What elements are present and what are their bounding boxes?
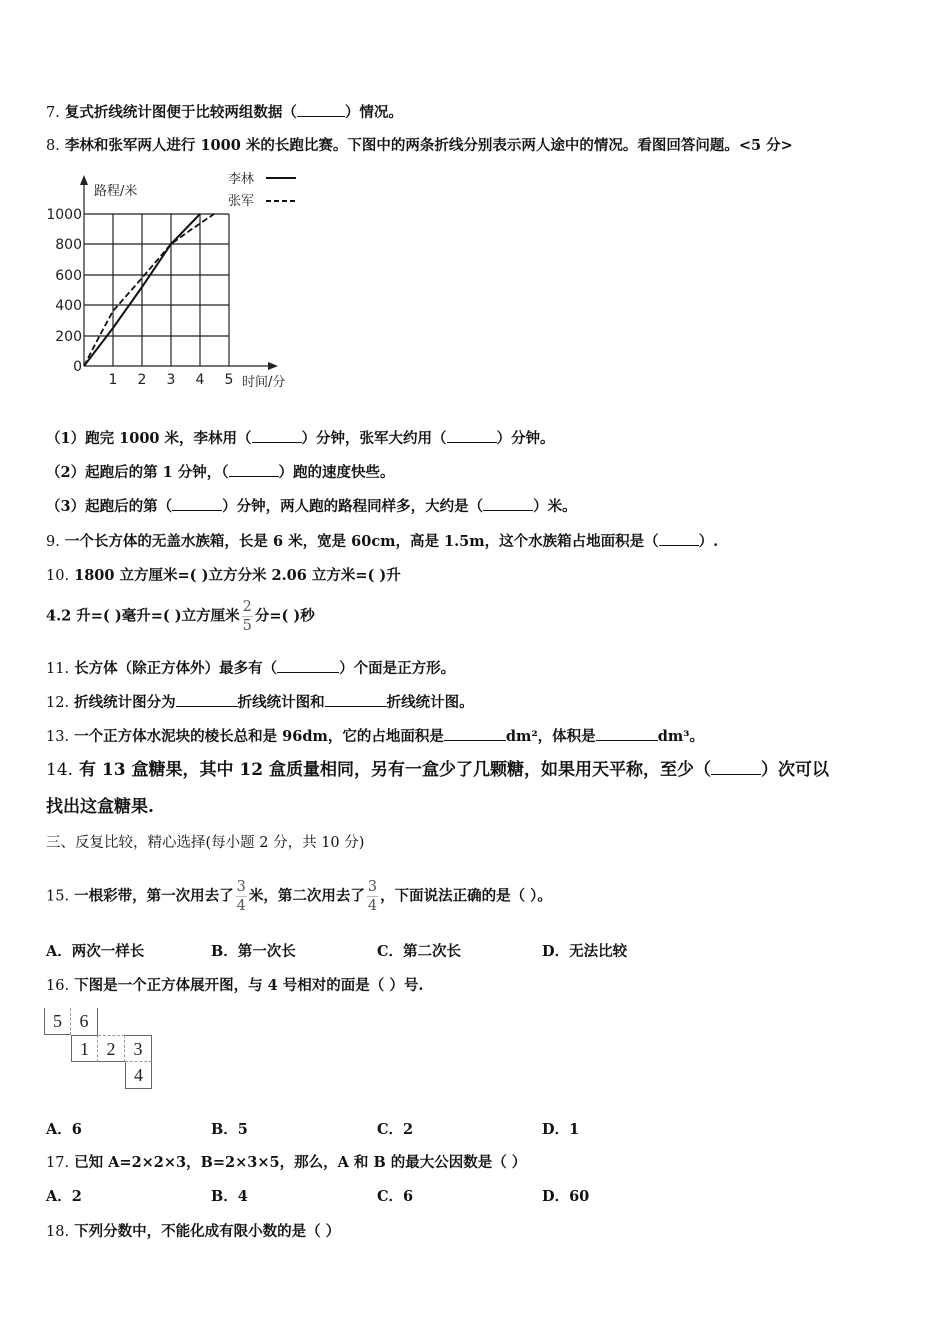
net-face: 2 bbox=[98, 1035, 125, 1062]
option-c[interactable]: C．2 bbox=[377, 1121, 414, 1138]
fraction bbox=[242, 598, 253, 635]
option-c[interactable]: C．6 bbox=[377, 1188, 414, 1205]
y-axis-label: 路程/米 bbox=[94, 184, 138, 199]
question-text: dm³。 bbox=[657, 728, 705, 745]
cube-net-diagram bbox=[44, 1008, 164, 1093]
y-tick: 800 bbox=[55, 237, 82, 253]
question-text: （2）起跑后的第 1 分钟，（ bbox=[46, 464, 229, 481]
question-8-part-2 bbox=[46, 462, 395, 483]
y-tick: 200 bbox=[55, 329, 82, 345]
fraction-denominator: 4 bbox=[236, 898, 246, 914]
option-d[interactable]: D．60 bbox=[542, 1188, 590, 1205]
question-text: ）分钟，两人跑的路程同样多，大约是（ bbox=[222, 498, 484, 515]
net-face: 3 bbox=[125, 1035, 152, 1062]
answer-blank[interactable] bbox=[596, 726, 658, 741]
x-tick: 4 bbox=[195, 372, 205, 388]
net-face: 6 bbox=[71, 1008, 98, 1035]
question-17 bbox=[46, 1153, 526, 1173]
question-number: 15. bbox=[46, 888, 70, 905]
answer-blank[interactable] bbox=[444, 726, 506, 741]
net-face: 4 bbox=[125, 1062, 152, 1089]
answer-blank[interactable] bbox=[172, 496, 222, 511]
question-number: 14. bbox=[46, 760, 74, 780]
y-tick: 1000 bbox=[46, 207, 82, 223]
question-8 bbox=[46, 136, 793, 156]
question-text: 李林和张军两人进行 1000 米的长跑比赛。下图中的两条折线分别表示两人途中的情况。看图回答问题。<5 分> bbox=[64, 137, 793, 154]
fraction bbox=[236, 878, 247, 915]
question-text: 4.2 升=( )毫升=( )立方厘米 bbox=[46, 607, 240, 625]
question-number: 8. bbox=[46, 138, 60, 154]
question-14 bbox=[46, 760, 829, 780]
question-text: 一根彩带，第一次用去了 bbox=[74, 887, 234, 905]
legend-label-lilin: 李林 bbox=[228, 172, 255, 187]
option-a[interactable]: A．两次一样长 bbox=[46, 943, 145, 960]
y-tick: 600 bbox=[55, 268, 82, 284]
answer-blank[interactable] bbox=[325, 692, 387, 707]
question-15 bbox=[46, 878, 552, 915]
answer-blank[interactable] bbox=[176, 692, 238, 707]
fraction-numerator: 3 bbox=[367, 879, 378, 895]
question-text: 找出这盒糖果. bbox=[46, 797, 154, 817]
question-text: ）米。 bbox=[533, 498, 577, 515]
y-tick: 400 bbox=[55, 298, 82, 314]
question-9 bbox=[46, 531, 718, 552]
option-d[interactable]: D．无法比较 bbox=[542, 943, 628, 960]
answer-blank[interactable] bbox=[277, 658, 339, 673]
answer-blank[interactable] bbox=[252, 428, 302, 443]
question-number: 18. bbox=[46, 1224, 70, 1240]
question-text: 长方体（除正方体外）最多有（ bbox=[74, 660, 278, 677]
question-text: dm²，体积是 bbox=[505, 728, 596, 745]
question-10-line-1 bbox=[46, 566, 401, 586]
question-14-line-2 bbox=[46, 797, 154, 817]
option-a[interactable]: A．2 bbox=[46, 1188, 82, 1205]
question-text: 米，第二次用去了 bbox=[248, 887, 365, 905]
question-text: 一个长方体的无盖水族箱，长是 6 米，宽是 60cm，高是 1.5m，这个水族箱占地面积是（ bbox=[64, 533, 659, 550]
question-12 bbox=[46, 692, 474, 713]
fraction-denominator: 4 bbox=[367, 898, 378, 914]
answer-blank[interactable] bbox=[447, 428, 497, 443]
question-number: 7. bbox=[46, 105, 60, 121]
question-16 bbox=[46, 976, 423, 996]
question-text: 下图是一个正方体展开图，与 4 号相对的面是（ ）号. bbox=[74, 977, 424, 994]
question-number: 16. bbox=[46, 978, 70, 994]
net-face: 1 bbox=[71, 1035, 98, 1062]
answer-blank[interactable] bbox=[297, 102, 345, 117]
question-text: 一个正方体水泥块的棱长总和是 96dm，它的占地面积是 bbox=[74, 728, 444, 745]
answer-blank[interactable] bbox=[711, 760, 761, 775]
legend-label-zhangjun: 张军 bbox=[228, 194, 255, 209]
answer-blank[interactable] bbox=[483, 496, 533, 511]
question-7 bbox=[46, 102, 403, 123]
option-b[interactable]: B．第一次长 bbox=[211, 943, 296, 960]
question-number: 9. bbox=[46, 534, 60, 550]
question-text: 折线统计图。 bbox=[386, 694, 474, 711]
question-number: 17. bbox=[46, 1155, 70, 1171]
question-8-part-3 bbox=[46, 496, 577, 517]
question-text: ）个面是正方形。 bbox=[339, 660, 456, 677]
fraction bbox=[367, 878, 378, 915]
fraction-numerator: 2 bbox=[242, 599, 252, 615]
question-text: 已知 A=2×2×3，B=2×3×5，那么，A 和 B 的最大公因数是（ ） bbox=[74, 1154, 527, 1171]
fraction-numerator: 3 bbox=[236, 879, 246, 895]
question-text: （1）跑完 1000 米，李林用（ bbox=[46, 430, 252, 447]
net-face: 5 bbox=[44, 1008, 71, 1035]
x-tick: 3 bbox=[166, 372, 176, 388]
x-tick: 1 bbox=[108, 372, 118, 388]
question-number: 12. bbox=[46, 695, 70, 711]
x-tick: 5 bbox=[224, 372, 234, 388]
y-tick: 0 bbox=[73, 359, 82, 375]
question-number: 13. bbox=[46, 729, 70, 745]
question-text: 分=( )秒 bbox=[254, 607, 315, 625]
question-11 bbox=[46, 658, 455, 679]
question-13 bbox=[46, 726, 704, 747]
question-8-part-1 bbox=[46, 428, 555, 449]
option-b[interactable]: B．4 bbox=[211, 1188, 248, 1205]
question-text: 下列分数中，不能化成有限小数的是（ ） bbox=[74, 1223, 341, 1240]
question-10-line-2 bbox=[46, 598, 315, 635]
question-text: 有 13 盒糖果，其中 12 盒质量相同，另有一盒少了几颗糖，如果用天平称，至少（ bbox=[78, 760, 711, 780]
x-axis-label: 时间/分 bbox=[242, 375, 286, 390]
option-d[interactable]: D．1 bbox=[542, 1121, 580, 1138]
answer-blank[interactable] bbox=[229, 462, 279, 477]
x-tick: 2 bbox=[137, 372, 147, 388]
question-text: ，下面说法正确的是（ ）。 bbox=[380, 887, 552, 905]
fraction-denominator: 5 bbox=[242, 618, 252, 634]
question-text: 复式折线统计图便于比较两组数据（ bbox=[64, 104, 297, 121]
question-text: ）分钟。 bbox=[496, 430, 555, 447]
question-text: ）分钟，张军大约用（ bbox=[301, 430, 447, 447]
line-chart bbox=[40, 165, 310, 395]
question-18 bbox=[46, 1222, 340, 1242]
section-heading: 三、反复比较，精心选择(每小题 2 分，共 10 分) bbox=[46, 835, 365, 851]
question-text: （3）起跑后的第（ bbox=[46, 498, 173, 515]
question-text: ）. bbox=[698, 533, 719, 550]
option-a[interactable]: A．6 bbox=[46, 1121, 82, 1138]
distance-time-chart bbox=[40, 165, 310, 395]
question-text: ）情况。 bbox=[344, 104, 403, 121]
question-text: 折线统计图分为 bbox=[74, 694, 176, 711]
question-text: ）次可以 bbox=[760, 760, 829, 780]
option-b[interactable]: B．5 bbox=[211, 1121, 248, 1138]
question-number: 11. bbox=[46, 661, 70, 677]
answer-blank[interactable] bbox=[659, 531, 699, 546]
option-c[interactable]: C．第二次长 bbox=[377, 943, 462, 960]
question-number: 10. bbox=[46, 568, 70, 584]
question-text: 折线统计图和 bbox=[237, 694, 325, 711]
question-text: 1800 立方厘米=( )立方分米 2.06 立方米=( )升 bbox=[74, 567, 401, 584]
question-text: ）跑的速度快些。 bbox=[278, 464, 395, 481]
